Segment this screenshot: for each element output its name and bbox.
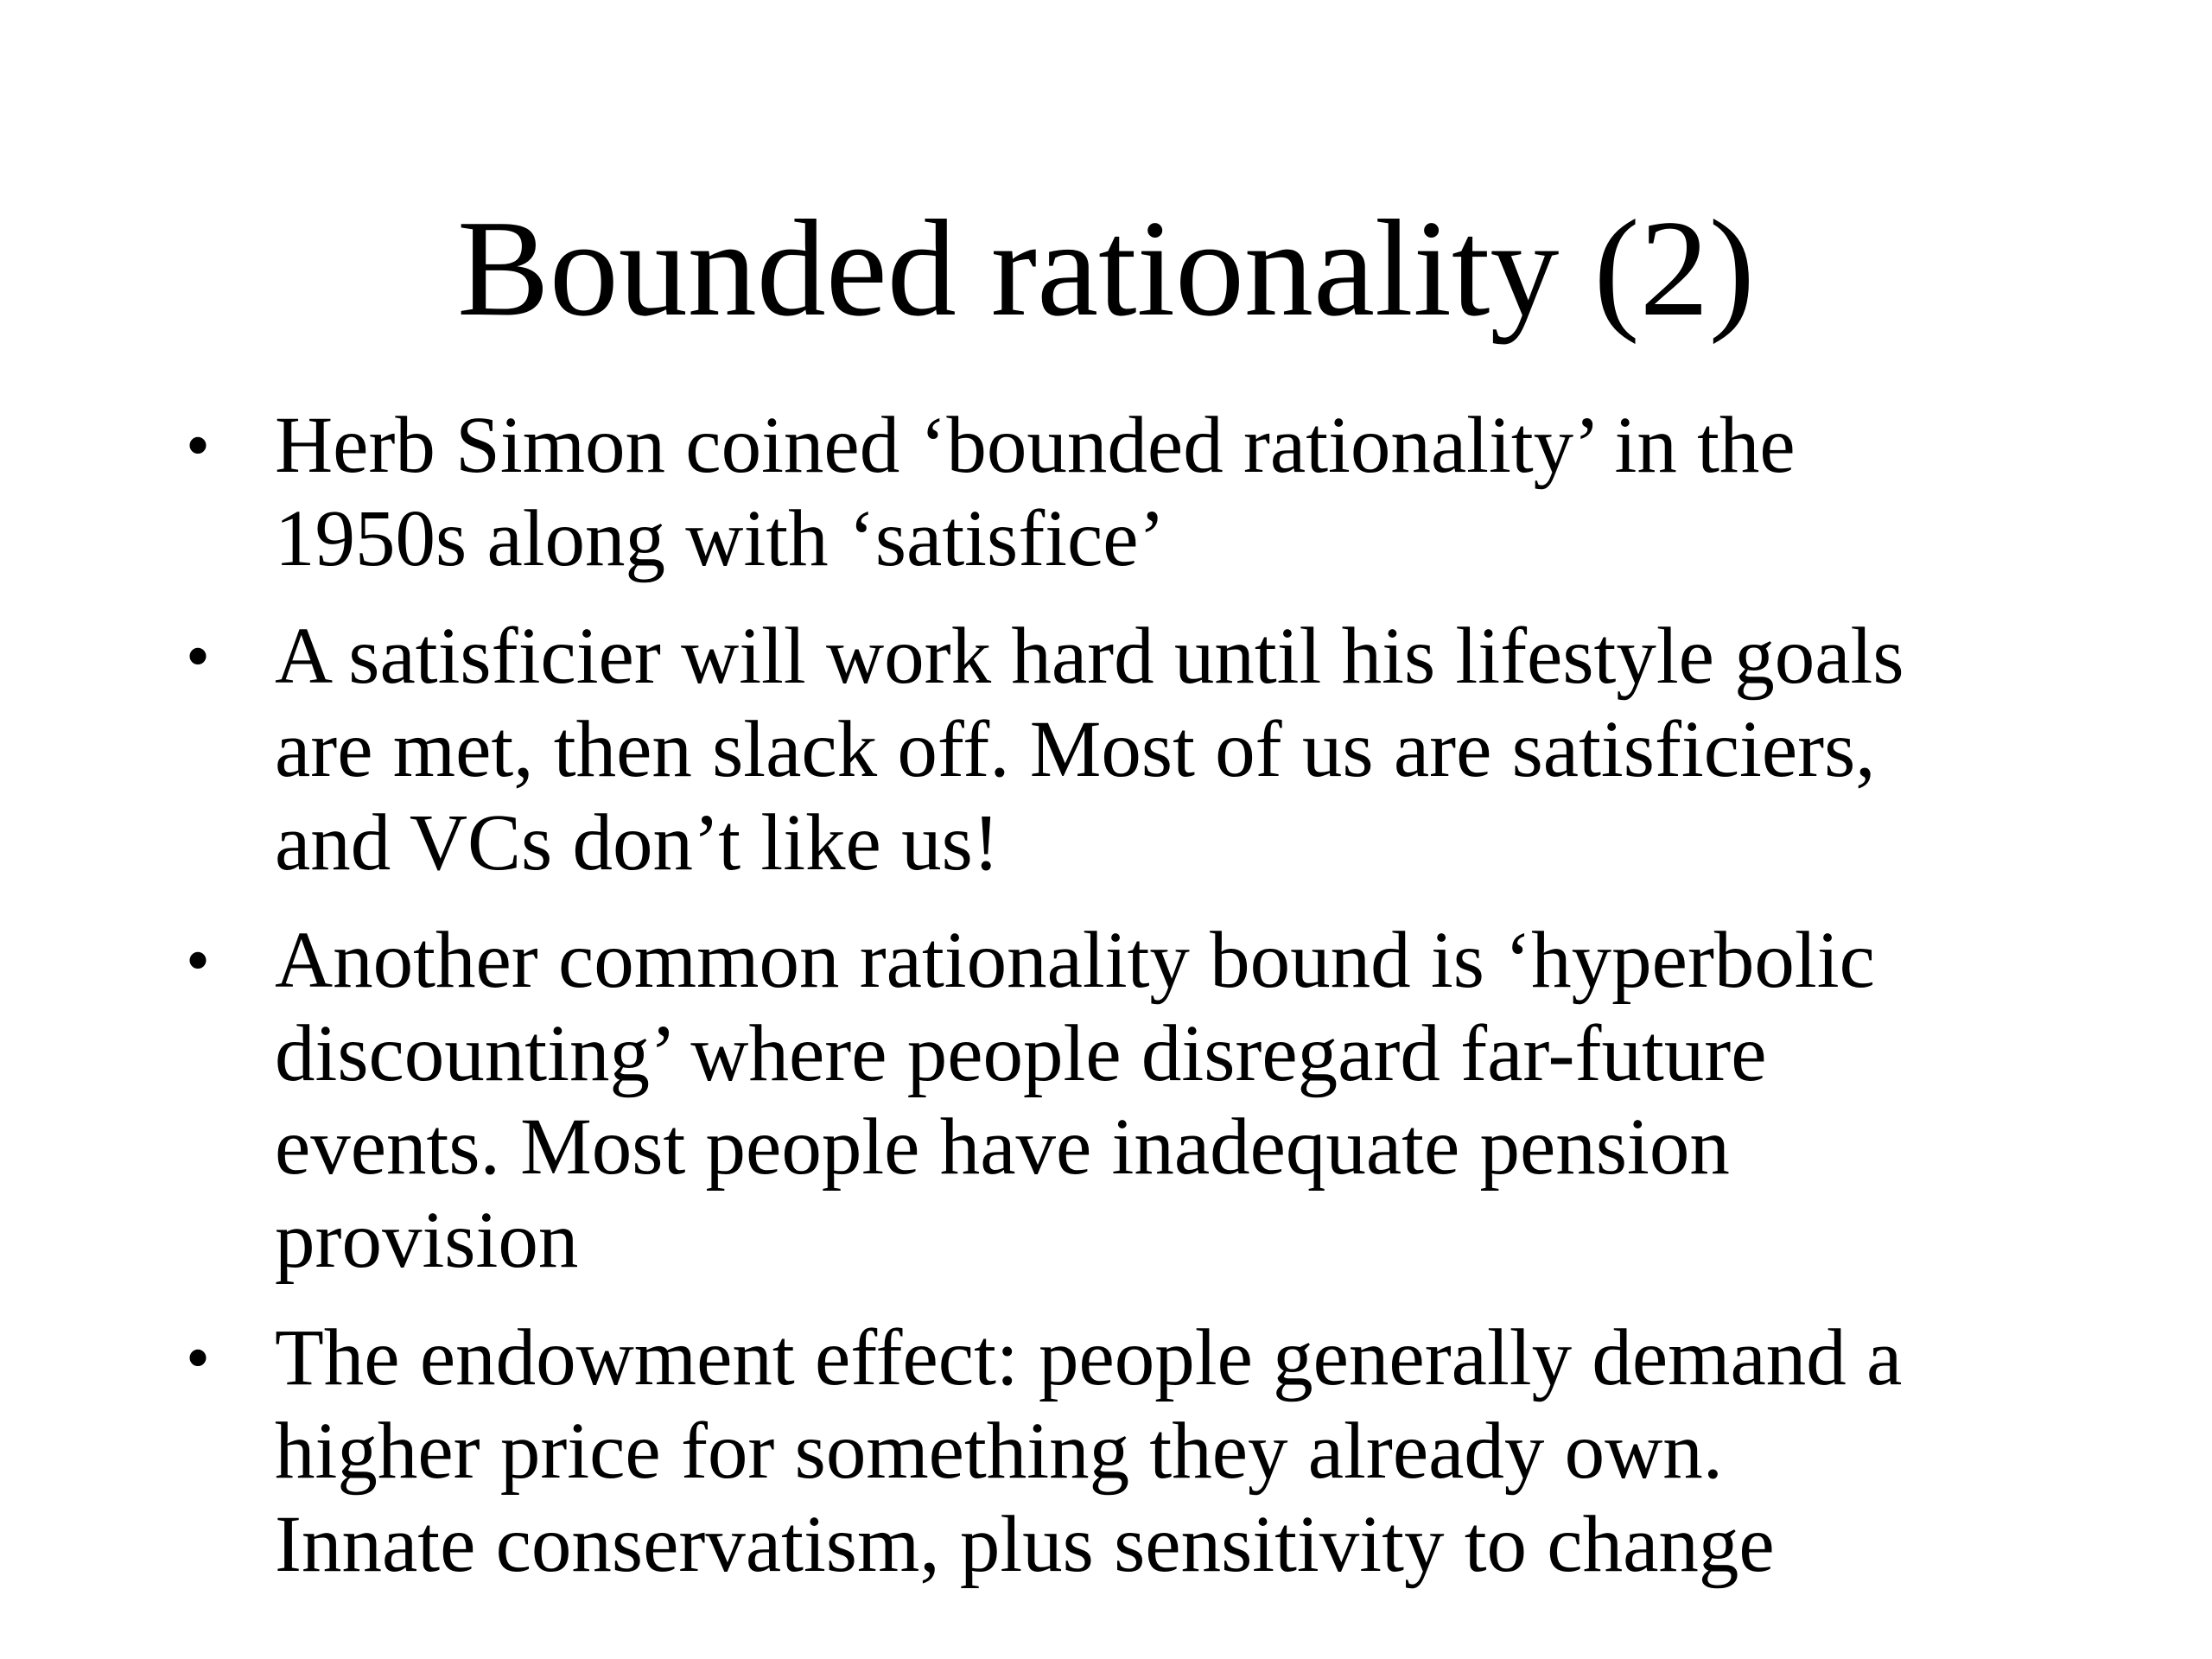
- bullet-item: [186, 914, 2173, 1287]
- bullet-text-line: and VCs don’t like us!: [275, 798, 1000, 887]
- bullet-item: [186, 610, 2173, 890]
- bullet-text-line: provision: [275, 1196, 579, 1285]
- bullet-icon: •: [186, 1320, 211, 1396]
- bullet-icon: •: [186, 408, 211, 484]
- bullet-text-line: A satisficier will work hard until his lifestyle goals: [275, 612, 1904, 701]
- bullet-text-line: are met, then slack off. Most of us are satisficiers,: [275, 705, 1876, 794]
- bullet-text-line: higher price for something they already own.: [275, 1407, 1724, 1496]
- bullet-icon: •: [186, 923, 211, 999]
- bullet-text-line: Another common rationality bound is ‘hyperbolic: [275, 916, 1875, 1005]
- bullet-text-line: discounting’ where people disregard far-future: [275, 1009, 1767, 1098]
- bullet-text-line: Herb Simon coined ‘bounded rationality’ in the: [275, 401, 1796, 490]
- bullet-item: [186, 1312, 2173, 1592]
- bullet-text-line: events. Most people have inadequate pension: [275, 1103, 1730, 1192]
- bullet-text-line: Innate conservatism, plus sensitivity to change: [275, 1500, 1775, 1589]
- bullet-icon: •: [186, 619, 211, 695]
- slide-title: Bounded rationality (2): [457, 191, 1755, 345]
- bullet-text-line: 1950s along with ‘satisfice’: [275, 494, 1166, 583]
- bullet-list: [186, 399, 2173, 1592]
- bullet-item: [186, 399, 2173, 586]
- bullet-text-line: The endowment effect: people generally demand a: [275, 1313, 1903, 1402]
